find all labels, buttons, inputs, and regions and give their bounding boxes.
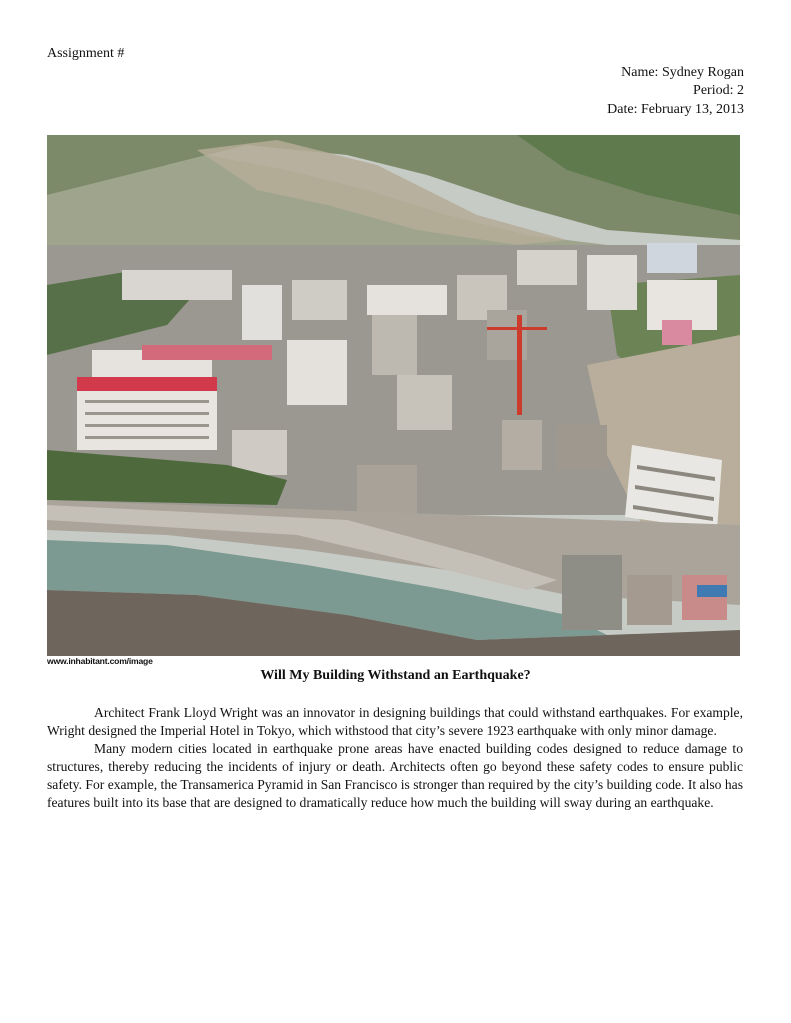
earthquake-photo	[47, 135, 740, 656]
class-period: Period: 2	[693, 83, 744, 99]
student-name: Name: Sydney Rogan	[621, 65, 744, 80]
student-info	[607, 64, 744, 119]
assignment-label: Assignment #	[47, 46, 125, 61]
paragraph-2: Many modern cities located in earthquake prone areas have enacted building codes designed to reduce damage to structures, thereby reducing the incidents of injury or death. Architects often go beyond these safety codes to ensure public safety. For example, the Transamerica Pyramid in San Francisco is stronger than required by the city’s building code. It also has features built into its base that are designed to dramatically reduce how much the building will sway during an earthquake.	[47, 741, 743, 810]
assignment-date: Date: February 13, 2013	[607, 101, 744, 117]
image-credit: www.inhabitant.com/image	[47, 656, 153, 666]
paragraph-1: Architect Frank Lloyd Wright was an innovator in designing buildings that could withstand earthquakes. For example, Wright designed the Imperial Hotel in Tokyo, which withstood that city’s severe 1923 earthquake with only minor damage.	[47, 705, 743, 738]
document-title: Will My Building Withstand an Earthquake?	[260, 668, 531, 683]
document-body	[47, 704, 743, 812]
earthquake-damage-illustration	[47, 135, 740, 656]
